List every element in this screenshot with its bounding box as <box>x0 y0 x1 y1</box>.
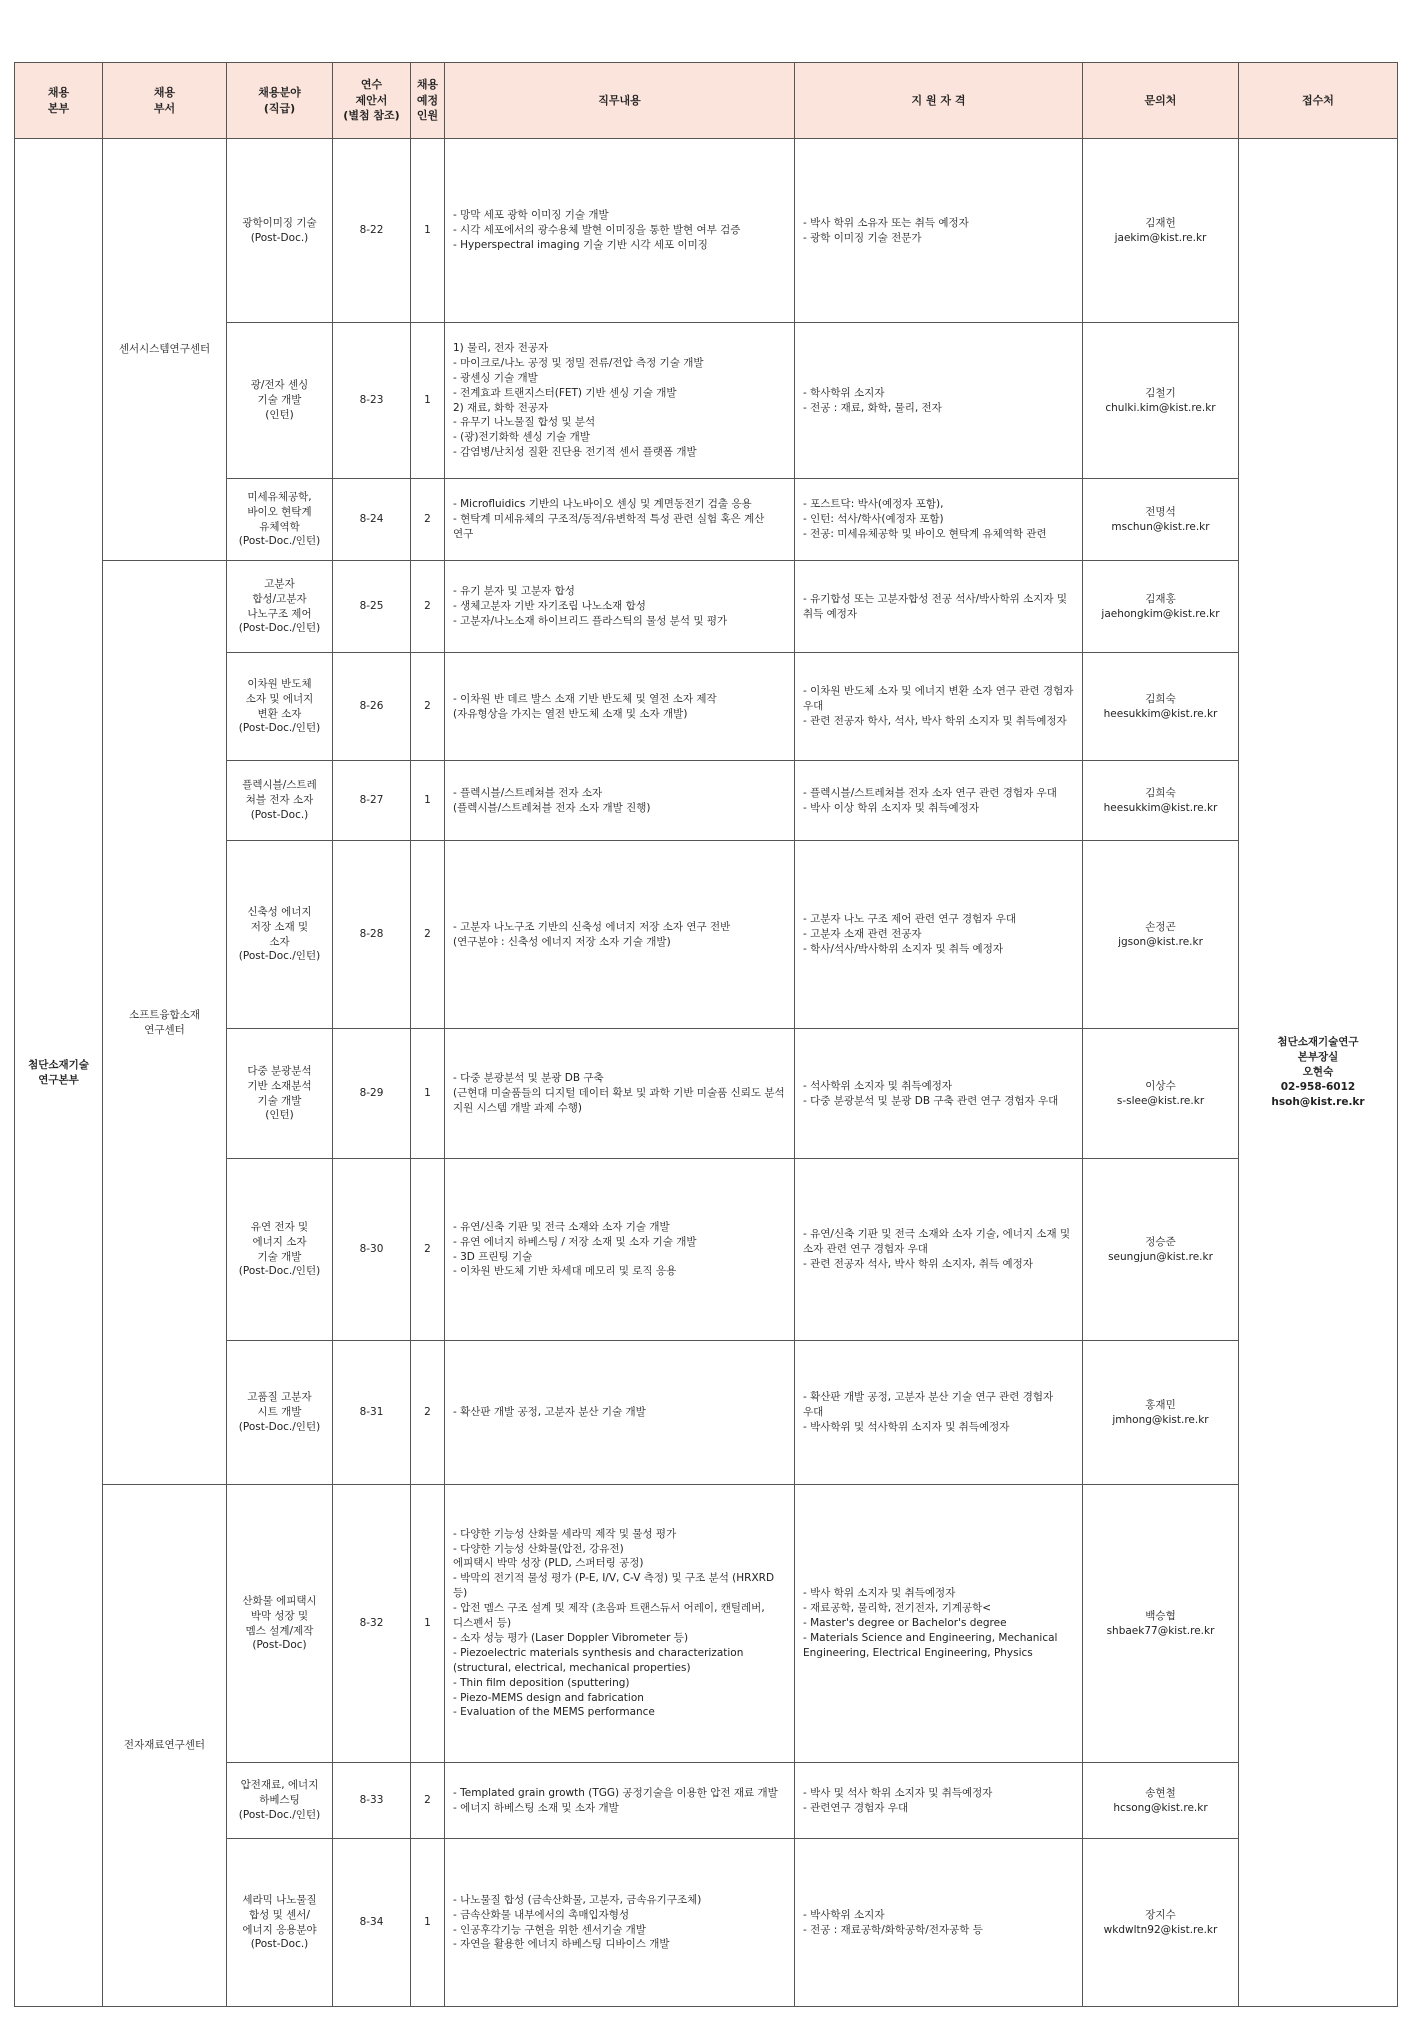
contact-name: 김철기 <box>1145 386 1176 399</box>
contact-email[interactable]: s-slee@kist.re.kr <box>1116 1094 1205 1107</box>
headcount: 2 <box>411 1159 445 1341</box>
contact-cell <box>1083 561 1239 653</box>
reception-info: 첨단소재기술연구 본부장실 오현숙 02-958-6012 hsoh@kist.re.kr <box>1271 1036 1365 1108</box>
header-proposal: 연수 제안서 (별첨 참조) <box>333 63 411 139</box>
contact-name: 송현철 <box>1145 1786 1176 1799</box>
contact-cell <box>1083 323 1239 479</box>
contact-email[interactable]: heesukkim@kist.re.kr <box>1103 801 1218 814</box>
proposal-code: 8-30 <box>333 1159 411 1341</box>
field-cell: 광학이미징 기술 (Post-Doc.) <box>227 139 333 323</box>
reception-cell <box>1239 139 1398 2007</box>
qualification-cell: - 박사 학위 소지자 및 취득예정자 - 재료공학, 물리학, 전기전자, 기계공학< - Master's degree or Bachelor's degree - Materials Science and Engineering, Mechanical Engineering, Electrical Engineering, Physics <box>795 1485 1083 1763</box>
header-reception: 접수처 <box>1239 63 1398 139</box>
contact-cell <box>1083 1159 1239 1341</box>
contact-cell <box>1083 761 1239 841</box>
contact-name: 홍재민 <box>1145 1398 1176 1411</box>
headcount: 1 <box>411 761 445 841</box>
contact-name: 김재홍 <box>1145 592 1176 605</box>
table-row <box>15 139 1398 323</box>
proposal-code: 8-24 <box>333 479 411 561</box>
field-cell: 플렉시블/스트레 쳐블 전자 소자 (Post-Doc.) <box>227 761 333 841</box>
proposal-code: 8-22 <box>333 139 411 323</box>
qualification-cell: - 유기합성 또는 고분자합성 전공 석사/박사학위 소지자 및 취득 예정자 <box>795 561 1083 653</box>
contact-name: 백승협 <box>1145 1609 1176 1622</box>
proposal-code: 8-33 <box>333 1763 411 1839</box>
proposal-code: 8-23 <box>333 323 411 479</box>
header-row <box>15 63 1398 139</box>
contact-email[interactable]: seungjun@kist.re.kr <box>1108 1250 1213 1263</box>
contact-email[interactable]: hcsong@kist.re.kr <box>1113 1801 1208 1814</box>
contact-email[interactable]: jgson@kist.re.kr <box>1118 935 1203 948</box>
dept-name: 소프트융합소재 연구센터 <box>128 1008 200 1036</box>
duty-cell: - 다양한 기능성 산화물 세라믹 제작 및 물성 평가 - 다양한 기능성 산화물(압전, 강유전) 에피택시 박막 성장 (PLD, 스퍼터링 공정) - 박막의 전기적 물성 평가 (P-E, I/V, C-V 측정) 및 구조 분석 (HRXRD 등) - 압전 멤스 구조 설계 및 제작 (초음파 트랜스듀서 어레이, 캔틸레버, 디스펜서 등) - 소자 성능 평가 (Laser Doppler Vibrometer 등) - Piezoelectric materials synthesis and characterization (structural, electrical, mechanical properties) - Thin film deposition (sputtering) - Piezo-MEMS design and fabrication - Evaluation of the MEMS performance <box>445 1485 795 1763</box>
proposal-code: 8-31 <box>333 1341 411 1485</box>
contact-email[interactable]: jaekim@kist.re.kr <box>1114 231 1207 244</box>
recruitment-table <box>14 62 1398 2007</box>
headcount: 2 <box>411 479 445 561</box>
qualification-cell: - 고분자 나노 구조 제어 관련 연구 경험자 우대 - 고분자 소재 관련 전공자 - 학사/석사/박사학위 소지자 및 취득 예정자 <box>795 841 1083 1029</box>
duty-cell: - 유기 분자 및 고분자 합성 - 생체고분자 기반 자기조립 나노소재 합성 - 고분자/나노소재 하이브리드 플라스틱의 물성 분석 및 평가 <box>445 561 795 653</box>
field-cell: 다중 분광분석 기반 소재분석 기술 개발 (인턴) <box>227 1029 333 1159</box>
field-cell: 고품질 고분자 시트 개발 (Post-Doc./인턴) <box>227 1341 333 1485</box>
contact-cell <box>1083 841 1239 1029</box>
qualification-cell: - 플렉시블/스트레쳐블 전자 소자 연구 관련 경험자 우대 - 박사 이상 학위 소지자 및 취득예정자 <box>795 761 1083 841</box>
headcount: 2 <box>411 1341 445 1485</box>
field-cell: 광/전자 센싱 기술 개발 (인턴) <box>227 323 333 479</box>
proposal-code: 8-32 <box>333 1485 411 1763</box>
contact-name: 김희숙 <box>1145 692 1176 705</box>
contact-cell <box>1083 653 1239 761</box>
field-cell: 유연 전자 및 에너지 소자 기술 개발 (Post-Doc./인턴) <box>227 1159 333 1341</box>
qualification-cell: - 석사학위 소지자 및 취득예정자 - 다중 분광분석 및 분광 DB 구축 관련 연구 경험자 우대 <box>795 1029 1083 1159</box>
dept-name: 전자재료연구센터 <box>123 1739 206 1752</box>
header-field: 채용분야 (직급) <box>227 63 333 139</box>
duty-cell: - 다중 분광분석 및 분광 DB 구축 (근현대 미술품들의 디지털 데이터 확보 및 과학 기반 미술품 신뢰도 분석 지원 시스템 개발 과제 수행) <box>445 1029 795 1159</box>
contact-email[interactable]: mschun@kist.re.kr <box>1111 520 1210 533</box>
qualification-cell: - 확산판 개발 공정, 고분자 분산 기술 연구 관련 경험자 우대 - 박사학위 및 석사학위 소지자 및 취득예정자 <box>795 1341 1083 1485</box>
headcount: 2 <box>411 1763 445 1839</box>
qualification-cell: - 박사 학위 소유자 또는 취득 예정자 - 광학 이미징 기술 전문가 <box>795 139 1083 323</box>
field-cell: 미세유체공학, 바이오 현탁계 유체역학 (Post-Doc./인턴) <box>227 479 333 561</box>
headcount: 1 <box>411 1839 445 2007</box>
field-cell: 산화물 에피택시 박막 성장 및 멤스 설계/제작 (Post-Doc) <box>227 1485 333 1763</box>
contact-name: 전명석 <box>1145 505 1176 518</box>
contact-cell <box>1083 1029 1239 1159</box>
contact-cell <box>1083 1341 1239 1485</box>
contact-email[interactable]: shbaek77@kist.re.kr <box>1106 1624 1215 1637</box>
qualification-cell: - 포스트닥: 박사(예정자 포함), - 인턴: 석사/학사(예정자 포함) - 전공: 미세유체공학 및 바이오 현탁계 유체역학 관련 <box>795 479 1083 561</box>
contact-cell <box>1083 1763 1239 1839</box>
dept-cell <box>103 561 227 1485</box>
duty-cell: - Templated grain growth (TGG) 공정기술을 이용한 압전 재료 개발 - 에너지 하베스팅 소재 및 소자 개발 <box>445 1763 795 1839</box>
headcount: 2 <box>411 841 445 1029</box>
duty-cell: - 고분자 나노구조 기반의 신축성 에너지 저장 소자 연구 전반 (연구분야 : 신축성 에너지 저장 소자 기술 개발) <box>445 841 795 1029</box>
contact-email[interactable]: jaehongkim@kist.re.kr <box>1101 607 1220 620</box>
contact-name: 김재헌 <box>1145 216 1176 229</box>
contact-name: 이상수 <box>1145 1079 1176 1092</box>
duty-cell: - 플렉시블/스트레쳐블 전자 소자 (플렉시블/스트레쳐블 전자 소자 개발 진행) <box>445 761 795 841</box>
field-cell: 세라믹 나노물질 합성 및 센서/ 에너지 응용분야 (Post-Doc.) <box>227 1839 333 2007</box>
qualification-cell: - 학사학위 소지자 - 전공 : 재료, 화학, 물리, 전자 <box>795 323 1083 479</box>
header-contact: 문의처 <box>1083 63 1239 139</box>
contact-cell <box>1083 479 1239 561</box>
hq-cell <box>15 139 103 2007</box>
proposal-code: 8-25 <box>333 561 411 653</box>
field-cell: 신축성 에너지 저장 소재 및 소자 (Post-Doc./인턴) <box>227 841 333 1029</box>
proposal-code: 8-26 <box>333 653 411 761</box>
duty-cell: 1) 물리, 전자 전공자 - 마이크로/나노 공정 및 정밀 전류/전압 측정 기술 개발 - 광센싱 기술 개발 - 전계효과 트랜지스터(FET) 기반 센싱 기술 개발 2) 재료, 화학 전공자 - 유무기 나노물질 합성 및 분석 - (광)전기화학 센싱 기술 개발 - 감염병/난치성 질환 진단용 전기적 센서 플랫폼 개발 <box>445 323 795 479</box>
qualification-cell: - 유연/신축 기판 및 전극 소재와 소자 기술, 에너지 소재 및 소자 관련 연구 경험자 우대 - 관련 전공자 석사, 박사 학위 소지자, 취득 예정자 <box>795 1159 1083 1341</box>
contact-email[interactable]: jmhong@kist.re.kr <box>1112 1413 1209 1426</box>
contact-name: 정승준 <box>1145 1235 1176 1248</box>
qualification-cell: - 박사학위 소지자 - 전공 : 재료공학/화학공학/전자공학 등 <box>795 1839 1083 2007</box>
contact-name: 손정곤 <box>1145 920 1176 933</box>
contact-email[interactable]: heesukkim@kist.re.kr <box>1103 707 1218 720</box>
field-cell: 이차원 반도체 소자 및 에너지 변환 소자 (Post-Doc./인턴) <box>227 653 333 761</box>
qualification-cell: - 이차원 반도체 소자 및 에너지 변환 소자 연구 관련 경험자 우대 - 관련 전공자 학사, 석사, 박사 학위 소지자 및 취득예정자 <box>795 653 1083 761</box>
proposal-code: 8-27 <box>333 761 411 841</box>
table-row <box>15 1485 1398 1763</box>
header-dept: 채용 부서 <box>103 63 227 139</box>
duty-cell: - Microfluidics 기반의 나노바이오 센싱 및 계면동전기 검출 응용 - 현탁계 미세유체의 구조적/동적/유변학적 특성 관련 실험 혹은 계산 연구 <box>445 479 795 561</box>
hq-name: 첨단소재기술 연구본부 <box>28 1058 89 1086</box>
duty-cell: - 나노물질 합성 (금속산화물, 고분자, 금속유기구조체) - 금속산화물 내부에서의 촉매입자형성 - 인공후각기능 구현을 위한 센서기술 개발 - 자연을 활용한 에너지 하베스팅 디바이스 개발 <box>445 1839 795 2007</box>
headcount: 1 <box>411 323 445 479</box>
proposal-code: 8-34 <box>333 1839 411 2007</box>
headcount: 1 <box>411 1485 445 1763</box>
field-cell: 압전재료, 에너지 하베스팅 (Post-Doc./인턴) <box>227 1763 333 1839</box>
headcount: 2 <box>411 653 445 761</box>
duty-cell: - 망막 세포 광학 이미징 기술 개발 - 시각 세포에서의 광수용체 발현 이미징을 통한 발현 여부 검증 - Hyperspectral imaging 기술 기반 시각 세포 이미징 <box>445 139 795 323</box>
dept-cell <box>103 1485 227 2007</box>
contact-email[interactable]: wkdwltn92@kist.re.kr <box>1103 1923 1218 1936</box>
duty-cell: - 유연/신축 기판 및 전극 소재와 소자 기술 개발 - 유연 에너지 하베스팅 / 저장 소재 및 소자 기술 개발 - 3D 프린팅 기술 - 이차원 반도체 기반 차세대 메모리 및 로직 응용 <box>445 1159 795 1341</box>
headcount: 1 <box>411 139 445 323</box>
qualification-cell: - 박사 및 석사 학위 소지자 및 취득예정자 - 관련연구 경험자 우대 <box>795 1763 1083 1839</box>
header-headcount: 채용 예정 인원 <box>411 63 445 139</box>
proposal-code: 8-28 <box>333 841 411 1029</box>
table-row <box>15 561 1398 653</box>
duty-cell: - 확산판 개발 공정, 고분자 분산 기술 개발 <box>445 1341 795 1485</box>
contact-email[interactable]: chulki.kim@kist.re.kr <box>1105 401 1216 414</box>
header-duty: 직무내용 <box>445 63 795 139</box>
dept-cell <box>103 139 227 561</box>
dept-name: 센서시스템연구센터 <box>118 343 211 356</box>
headcount: 2 <box>411 561 445 653</box>
header-qualification: 지 원 자 격 <box>795 63 1083 139</box>
contact-cell <box>1083 1485 1239 1763</box>
contact-cell <box>1083 139 1239 323</box>
contact-cell <box>1083 1839 1239 2007</box>
header-hq: 채용 본부 <box>15 63 103 139</box>
contact-name: 장지수 <box>1145 1908 1176 1921</box>
headcount: 1 <box>411 1029 445 1159</box>
proposal-code: 8-29 <box>333 1029 411 1159</box>
contact-name: 김희숙 <box>1145 786 1176 799</box>
duty-cell: - 이차원 반 데르 발스 소재 기반 반도체 및 열전 소자 제작 (자유형상을 가지는 열전 반도체 소재 및 소자 개발) <box>445 653 795 761</box>
field-cell: 고분자 합성/고분자 나노구조 제어 (Post-Doc./인턴) <box>227 561 333 653</box>
